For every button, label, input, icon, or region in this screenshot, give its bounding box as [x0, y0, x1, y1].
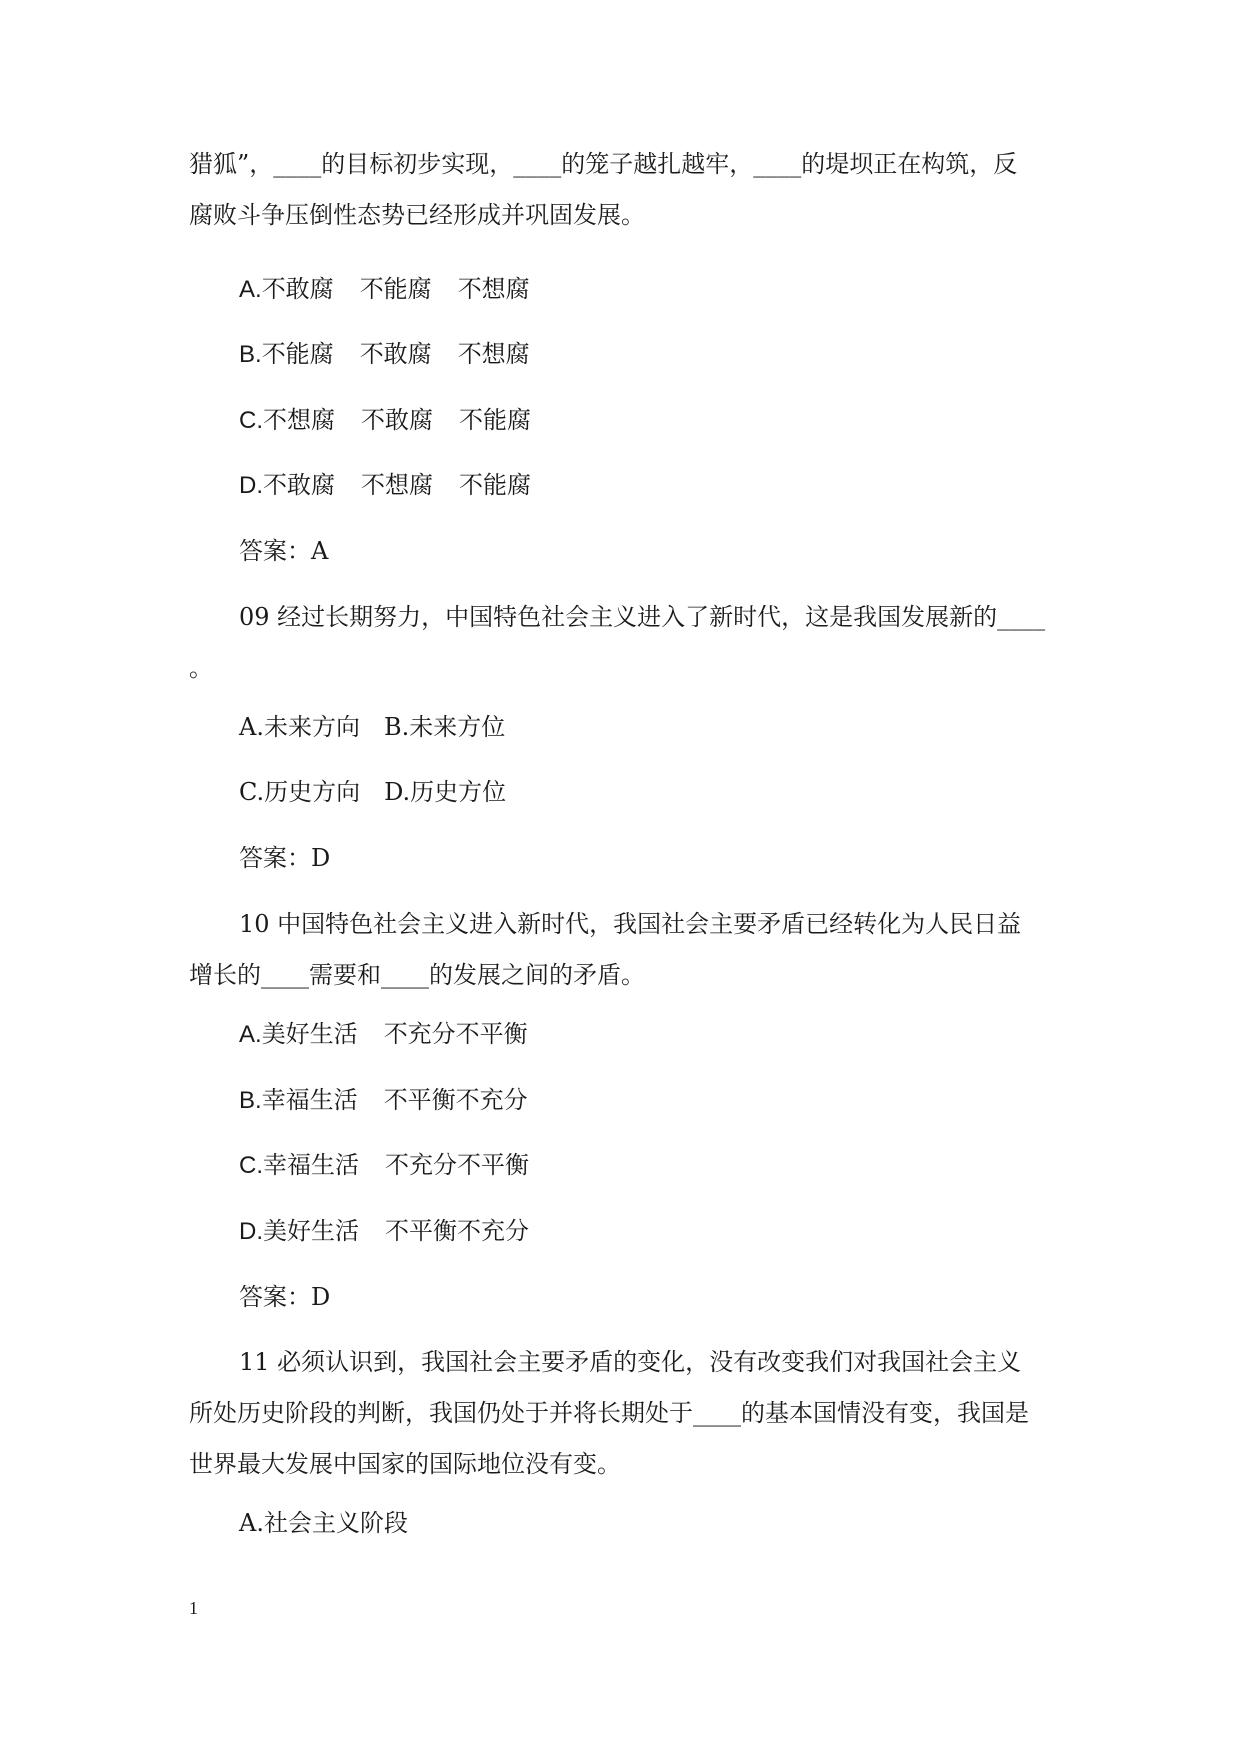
- option-label: B.: [239, 341, 262, 368]
- question-10-option-c: [239, 1140, 1051, 1191]
- question-09-option-d: D.历史方位: [384, 778, 507, 806]
- option-text-2: 不能腐: [359, 275, 432, 303]
- question-08-stem-line-2: 腐败斗争压倒性态势已经形成并巩固发展。: [189, 201, 645, 229]
- question-10-stem-line-1: 10 中国特色社会主义进入新时代，我国社会主要矛盾已经转化为人民日益: [239, 910, 1022, 938]
- question-09-stem: [189, 592, 1051, 694]
- option-text-3: 不想腐: [457, 340, 530, 368]
- option-text-2: 不敢腐: [359, 340, 432, 368]
- option-label: D.: [239, 1218, 263, 1245]
- question-09-options-row-2: [239, 767, 1051, 818]
- option-text-2: 不充分不平衡: [385, 1151, 529, 1179]
- option-label: C.: [239, 1152, 263, 1179]
- option-text-1: 不能腐: [261, 340, 334, 368]
- option-text-2: 不敢腐: [361, 406, 433, 434]
- option-text-2: 不平衡不充分: [385, 1217, 529, 1245]
- option-text-1: 不敢腐: [261, 275, 334, 303]
- question-09-option-a: A.未来方向: [239, 713, 360, 741]
- question-09-answer: 答案：D: [239, 844, 331, 872]
- question-09-options-row-1: [239, 702, 1051, 753]
- option-label: D.: [239, 472, 263, 499]
- question-09-option-b: B.未来方位: [383, 713, 506, 741]
- question-11-stem: [189, 1337, 1051, 1490]
- option-label: A.: [239, 276, 262, 303]
- question-11-option-a: A.社会主义阶段: [239, 1509, 408, 1537]
- question-08-option-d: [239, 460, 1051, 511]
- question-10-option-b: [239, 1075, 1051, 1126]
- question-08-option-b: [239, 329, 1051, 380]
- question-08-stem: [189, 139, 1051, 241]
- option-label: C.: [239, 407, 263, 434]
- page-number: 1: [189, 1598, 198, 1618]
- option-label: B.: [239, 1087, 262, 1114]
- option-text-3: 不能腐: [459, 471, 531, 499]
- option-text-1: 美好生活: [261, 1020, 358, 1048]
- option-text-1: 美好生活: [263, 1217, 359, 1245]
- option-text-1: 不敢腐: [263, 471, 335, 499]
- option-text-1: 不想腐: [263, 406, 335, 434]
- question-08-option-a: [239, 264, 1051, 315]
- option-text-3: 不能腐: [459, 406, 531, 434]
- option-text-1: 幸福生活: [263, 1151, 359, 1179]
- question-08-stem-line-1: 猎狐”，____的目标初步实现，____的笼子越扎越牢，____的堤坝正在构筑，反: [189, 150, 1018, 178]
- question-08-option-c: [239, 395, 1051, 446]
- question-10-option-d: [239, 1206, 1051, 1257]
- question-10-answer: 答案：D: [239, 1283, 331, 1311]
- option-text-2: 不平衡不充分: [383, 1086, 528, 1114]
- question-11-stem-line-1: 11 必须认识到，我国社会主要矛盾的变化，没有改变我们对我国社会主义: [239, 1348, 1022, 1376]
- question-10-option-a: [239, 1009, 1051, 1060]
- question-11-stem-line-2: 所处历史阶段的判断，我国仍处于并将长期处于____的基本国情没有变，我国是: [189, 1399, 1029, 1427]
- question-10-stem-line-2: 增长的____需要和____的发展之间的矛盾。: [189, 961, 645, 989]
- question-11-stem-line-3: 世界最大发展中国家的国际地位没有变。: [189, 1450, 621, 1478]
- option-label: A.: [239, 1021, 262, 1048]
- option-text-3: 不想腐: [457, 275, 530, 303]
- option-text-2: 不充分不平衡: [383, 1020, 528, 1048]
- question-08-answer: 答案：A: [239, 537, 329, 565]
- option-text-2: 不想腐: [361, 471, 433, 499]
- question-10-stem: [189, 899, 1051, 1001]
- option-text-1: 幸福生活: [261, 1086, 358, 1114]
- question-09-option-c: C.历史方向: [239, 778, 361, 806]
- question-09-stem-line-1: 09 经过长期努力，中国特色社会主义进入了新时代，这是我国发展新的____: [239, 603, 1046, 631]
- question-09-stem-line-2: 。: [189, 654, 213, 682]
